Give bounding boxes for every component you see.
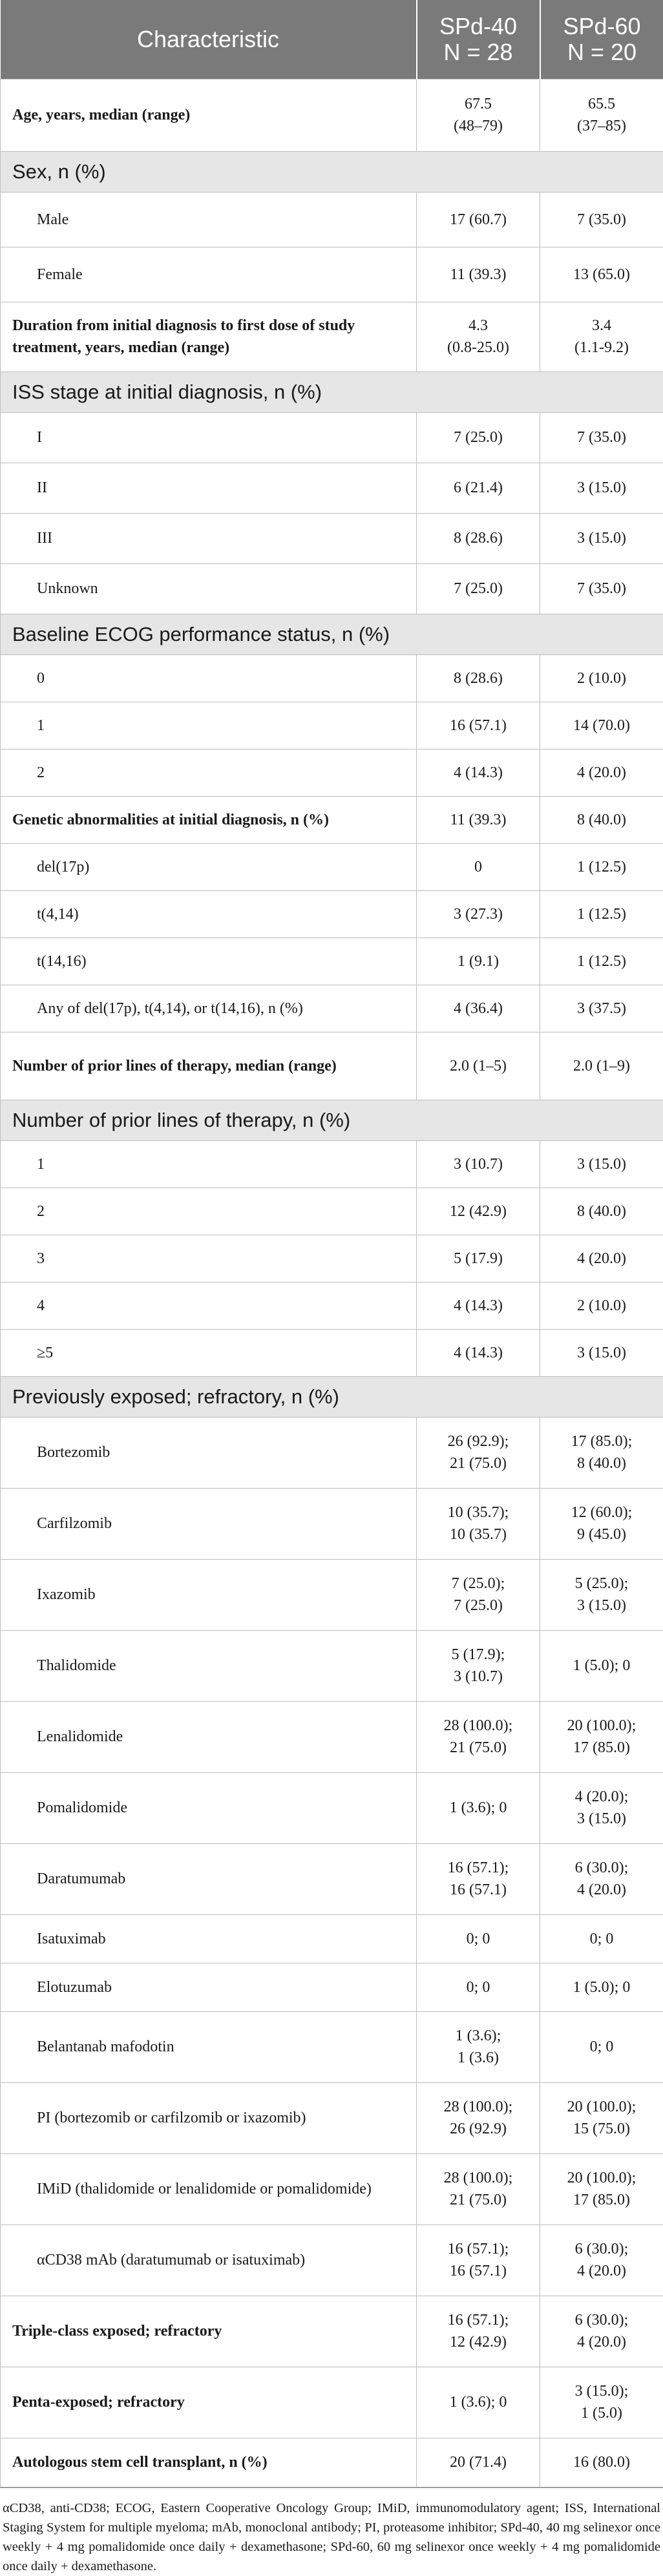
- value-spd40: 3 (27.3): [417, 890, 540, 937]
- table-row: [1, 79, 663, 151]
- value-spd40: 11 (39.3): [417, 247, 540, 302]
- table-row: [1, 1843, 663, 1914]
- value-spd40: 6 (21.4): [417, 463, 540, 513]
- value-spd40: 5 (17.9); 3 (10.7): [417, 1630, 540, 1701]
- row-label: Elotuzumab: [1, 1963, 417, 2011]
- value-spd60: 3 (15.0): [540, 1140, 663, 1188]
- table-row: [1, 702, 663, 749]
- table-row: [1, 2153, 663, 2225]
- table-row: [1, 937, 663, 985]
- row-label: t(14,16): [1, 937, 417, 985]
- row-label: 0: [1, 654, 417, 702]
- table-row: [1, 563, 663, 614]
- table-body: [1, 79, 663, 2487]
- value-spd60: 2.0 (1–9): [540, 1032, 663, 1100]
- value-spd60: 0; 0: [540, 2011, 663, 2082]
- value-spd40: 28 (100.0); 21 (75.0): [417, 2153, 540, 2225]
- table-row: [1, 1188, 663, 1235]
- value-spd60: 20 (100.0); 17 (85.0): [540, 2153, 663, 2225]
- value-spd40: 7 (25.0): [417, 412, 540, 463]
- table-row: [1, 1282, 663, 1329]
- row-label: II: [1, 463, 417, 513]
- row-label: 4: [1, 1282, 417, 1329]
- value-spd60: 0; 0: [540, 1914, 663, 1963]
- value-spd60: 3 (37.5): [540, 985, 663, 1032]
- table-row: [1, 1701, 663, 1772]
- row-label: Belantanab mafodotin: [1, 2011, 417, 2082]
- table-row: [1, 2367, 663, 2438]
- row-label: Unknown: [1, 563, 417, 614]
- value-spd40: 3 (10.7): [417, 1140, 540, 1188]
- table-row: [1, 1032, 663, 1100]
- value-spd60: 2 (10.0): [540, 654, 663, 702]
- row-label: IMiD (thalidomide or lenalidomide or pomalidomide): [1, 2153, 417, 2225]
- section-header-row: [1, 372, 663, 412]
- table-row: [1, 2438, 663, 2487]
- table-row: [1, 796, 663, 843]
- section-title: ISS stage at initial diagnosis, n (%): [1, 372, 663, 412]
- value-spd60: 13 (65.0): [540, 247, 663, 302]
- value-spd60: 7 (35.0): [540, 192, 663, 247]
- value-spd60: 3 (15.0); 1 (5.0): [540, 2367, 663, 2438]
- value-spd40: 0; 0: [417, 1914, 540, 1963]
- row-label: 3: [1, 1235, 417, 1282]
- value-spd60: 8 (40.0): [540, 1188, 663, 1235]
- value-spd40: 12 (42.9): [417, 1188, 540, 1235]
- value-spd60: 7 (35.0): [540, 563, 663, 614]
- table-row: [1, 1963, 663, 2011]
- value-spd60: 20 (100.0); 15 (75.0): [540, 2082, 663, 2153]
- value-spd40: 67.5 (48–79): [417, 79, 540, 151]
- table-row: [1, 1417, 663, 1488]
- table-row: [1, 1559, 663, 1630]
- row-label: 2: [1, 1188, 417, 1235]
- value-spd60: 3 (15.0): [540, 463, 663, 513]
- row-label: Pomalidomide: [1, 1772, 417, 1843]
- value-spd60: 1 (5.0); 0: [540, 1630, 663, 1701]
- section-title: Baseline ECOG performance status, n (%): [1, 614, 663, 654]
- table-row: [1, 985, 663, 1032]
- table-header: [1, 0, 663, 79]
- value-spd60: 6 (30.0); 4 (20.0): [540, 2296, 663, 2367]
- value-spd40: 11 (39.3): [417, 796, 540, 843]
- value-spd40: 1 (9.1): [417, 937, 540, 985]
- value-spd40: 8 (28.6): [417, 513, 540, 563]
- value-spd40: 28 (100.0); 21 (75.0): [417, 1701, 540, 1772]
- value-spd60: 2 (10.0): [540, 1282, 663, 1329]
- table-row: [1, 2296, 663, 2367]
- value-spd60: 4 (20.0): [540, 1235, 663, 1282]
- table-row: [1, 843, 663, 890]
- value-spd40: 16 (57.1); 12 (42.9): [417, 2296, 540, 2367]
- table-row: [1, 1140, 663, 1188]
- table-row: [1, 1235, 663, 1282]
- value-spd60: 8 (40.0): [540, 796, 663, 843]
- value-spd60: 16 (80.0): [540, 2438, 663, 2487]
- row-label: PI (bortezomib or carfilzomib or ixazomib): [1, 2082, 417, 2153]
- section-header-row: [1, 151, 663, 192]
- row-label: Duration from initial diagnosis to first dose of study treatment, years, median (range): [1, 302, 417, 372]
- table-row: [1, 1488, 663, 1559]
- section-title: Number of prior lines of therapy, n (%): [1, 1100, 663, 1140]
- table-row: [1, 513, 663, 563]
- row-label: Daratumumab: [1, 1843, 417, 1914]
- value-spd40: 4 (14.3): [417, 1329, 540, 1376]
- value-spd40: 4 (14.3): [417, 749, 540, 796]
- value-spd60: 1 (5.0); 0: [540, 1963, 663, 2011]
- value-spd60: 65.5 (37–85): [540, 79, 663, 151]
- value-spd40: 7 (25.0): [417, 563, 540, 614]
- row-label: ≥5: [1, 1329, 417, 1376]
- table-row: [1, 302, 663, 372]
- value-spd60: 6 (30.0); 4 (20.0): [540, 1843, 663, 1914]
- table-row: [1, 749, 663, 796]
- table-row: [1, 1630, 663, 1701]
- value-spd60: 4 (20.0): [540, 749, 663, 796]
- row-label: Male: [1, 192, 417, 247]
- row-label: Thalidomide: [1, 1630, 417, 1701]
- section-header-row: [1, 1100, 663, 1140]
- table-row: [1, 463, 663, 513]
- value-spd40: 16 (57.1); 16 (57.1): [417, 2225, 540, 2296]
- row-label: Any of del(17p), t(4,14), or t(14,16), n (%): [1, 985, 417, 1032]
- row-label: Penta-exposed; refractory: [1, 2367, 417, 2438]
- section-header-row: [1, 1376, 663, 1417]
- value-spd60: 4 (20.0); 3 (15.0): [540, 1772, 663, 1843]
- value-spd60: 1 (12.5): [540, 890, 663, 937]
- value-spd40: 28 (100.0); 26 (92.9): [417, 2082, 540, 2153]
- table-row: [1, 1914, 663, 1963]
- table-row: [1, 2225, 663, 2296]
- section-header-row: [1, 614, 663, 654]
- row-label: Bortezomib: [1, 1417, 417, 1488]
- value-spd40: 1 (3.6); 0: [417, 2367, 540, 2438]
- row-label: I: [1, 412, 417, 463]
- value-spd40: 4.3 (0.8-25.0): [417, 302, 540, 372]
- row-label: Age, years, median (range): [1, 79, 417, 151]
- value-spd40: 26 (92.9); 21 (75.0): [417, 1417, 540, 1488]
- row-label: Female: [1, 247, 417, 302]
- row-label: del(17p): [1, 843, 417, 890]
- value-spd40: 20 (71.4): [417, 2438, 540, 2487]
- row-label: 1: [1, 702, 417, 749]
- row-label: III: [1, 513, 417, 563]
- table-row: [1, 192, 663, 247]
- value-spd40: 16 (57.1); 16 (57.1): [417, 1843, 540, 1914]
- section-title: Previously exposed; refractory, n (%): [1, 1376, 663, 1417]
- value-spd60: 20 (100.0); 17 (85.0): [540, 1701, 663, 1772]
- value-spd40: 16 (57.1): [417, 702, 540, 749]
- value-spd40: 0; 0: [417, 1963, 540, 2011]
- value-spd40: 17 (60.7): [417, 192, 540, 247]
- value-spd40: 5 (17.9): [417, 1235, 540, 1282]
- value-spd60: 3 (15.0): [540, 513, 663, 563]
- value-spd60: 17 (85.0); 8 (40.0): [540, 1417, 663, 1488]
- row-label: Lenalidomide: [1, 1701, 417, 1772]
- value-spd60: 1 (12.5): [540, 843, 663, 890]
- table-row: [1, 2082, 663, 2153]
- row-label: Triple-class exposed; refractory: [1, 2296, 417, 2367]
- value-spd40: 1 (3.6); 1 (3.6): [417, 2011, 540, 2082]
- row-label: Autologous stem cell transplant, n (%): [1, 2438, 417, 2487]
- row-label: 2: [1, 749, 417, 796]
- value-spd60: 3 (15.0): [540, 1329, 663, 1376]
- table-row: [1, 654, 663, 702]
- row-label: 1: [1, 1140, 417, 1188]
- value-spd40: 1 (3.6); 0: [417, 1772, 540, 1843]
- value-spd60: 12 (60.0); 9 (45.0): [540, 1488, 663, 1559]
- table-row: [1, 412, 663, 463]
- value-spd40: 4 (14.3): [417, 1282, 540, 1329]
- row-label: Ixazomib: [1, 1559, 417, 1630]
- table-row: [1, 247, 663, 302]
- value-spd60: 1 (12.5): [540, 937, 663, 985]
- table-row: [1, 2011, 663, 2082]
- section-title: Sex, n (%): [1, 151, 663, 192]
- row-label: αCD38 mAb (daratumumab or isatuximab): [1, 2225, 417, 2296]
- value-spd40: 8 (28.6): [417, 654, 540, 702]
- header-row: [1, 0, 663, 79]
- table-row: [1, 890, 663, 937]
- row-label: Carfilzomib: [1, 1488, 417, 1559]
- row-label: Genetic abnormalities at initial diagnosis, n (%): [1, 796, 417, 843]
- table-footnote: αCD38, anti-CD38; ECOG, Eastern Cooperative Oncology Group; IMiD, immunomodulatory agent; ISS, International Staging System for multiple myeloma; mAb, monoclonal antibody; PI, proteasome inhibitor; SPd-40, 40 mg selinexor once weekly + 4 mg pomalidomide once daily + dexamethasone; SPd-60, 60 mg selinexor once weekly + 4 mg pomalidomide once daily + dexamethasone.: [0, 2488, 663, 2576]
- header-spd40: SPd-40 N = 28: [417, 0, 540, 79]
- value-spd40: 4 (36.4): [417, 985, 540, 1032]
- value-spd40: 10 (35.7); 10 (35.7): [417, 1488, 540, 1559]
- row-label: Number of prior lines of therapy, median (range): [1, 1032, 417, 1100]
- table-row: [1, 1329, 663, 1376]
- value-spd60: 5 (25.0); 3 (15.0): [540, 1559, 663, 1630]
- value-spd60: 3.4 (1.1-9.2): [540, 302, 663, 372]
- header-spd60: SPd-60 N = 20: [540, 0, 663, 79]
- table-row: [1, 1772, 663, 1843]
- row-label: t(4,14): [1, 890, 417, 937]
- value-spd40: 7 (25.0); 7 (25.0): [417, 1559, 540, 1630]
- header-characteristic: Characteristic: [1, 0, 417, 79]
- value-spd40: 0: [417, 843, 540, 890]
- row-label: Isatuximab: [1, 1914, 417, 1963]
- value-spd60: 14 (70.0): [540, 702, 663, 749]
- value-spd40: 2.0 (1–5): [417, 1032, 540, 1100]
- value-spd60: 6 (30.0); 4 (20.0): [540, 2225, 663, 2296]
- value-spd60: 7 (35.0): [540, 412, 663, 463]
